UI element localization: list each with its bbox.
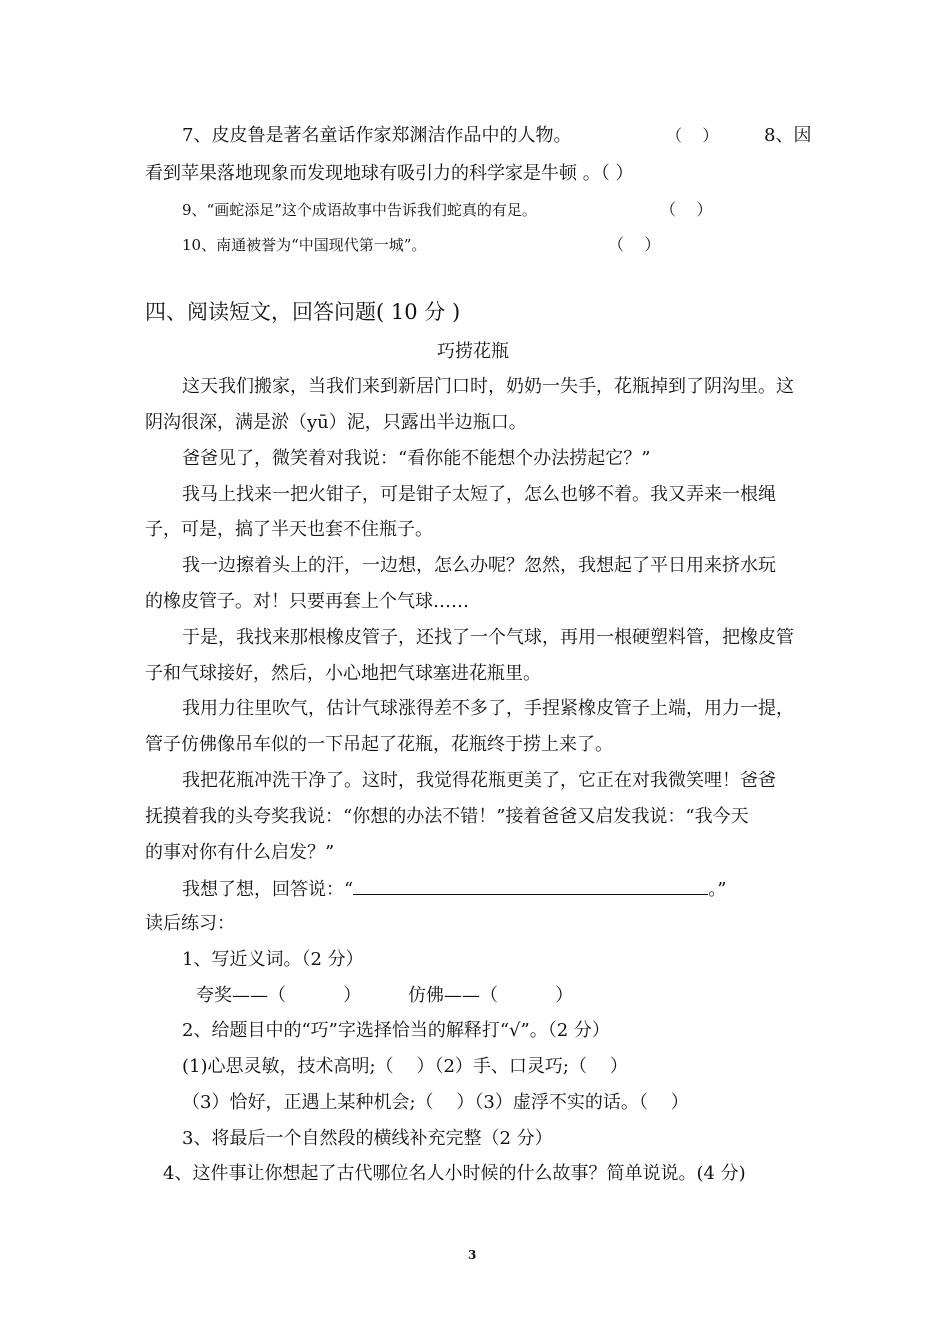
question-9: 9、“画蛇添足”这个成语故事中告诉我们蛇真的有足。	[182, 201, 537, 219]
exercise-2: 2、给题目中的“巧”字选择恰当的解释打“√”。（2 分）	[182, 1020, 610, 1041]
exercise-3: 3、将最后一个自然段的横线补充完整（2 分）	[182, 1128, 553, 1149]
answer-suffix: 。”	[708, 879, 727, 900]
paragraph-line: 我把花瓶冲洗干净了。这时，我觉得花瓶更美了，它正在对我微笑哩！爸爸	[182, 770, 776, 791]
answer-paren-9[interactable]: （ ）	[660, 200, 713, 219]
answer-prefix: 我想了想，回答说：“	[182, 879, 354, 900]
exercise-1: 1、写近义词。（2 分）	[182, 949, 364, 970]
section-heading: 四、阅读短文，回答问题( 10 分 )	[145, 300, 461, 324]
answer-paren-10[interactable]: （ ）	[608, 235, 661, 254]
paragraph-line: 于是，我找来那根橡皮管子，还找了一个气球，再用一根硬塑料管，把橡皮管	[182, 627, 794, 648]
story-title: 巧捞花瓶	[437, 341, 509, 362]
question-8-cont: 看到苹果落地现象而发现地球有吸引力的科学家是牛顿 。（ ）	[145, 163, 634, 184]
paragraph-line: 子，可是，搞了半天也套不住瓶子。	[145, 519, 433, 540]
paragraph-line: 爸爸见了，微笑着对我说：“看你能不能想个办法捞起它？”	[182, 448, 651, 469]
exercise-2-options-row1[interactable]: (1)心思灵敏，技术高明;（ ）（2）手、口灵巧;（ ）	[182, 1056, 628, 1077]
question-8-start: 8、因	[764, 125, 812, 146]
paragraph-line: 阴沟很深，满是淤（yū）泥，只露出半边瓶口。	[145, 412, 527, 433]
paragraph-line: 这天我们搬家，当我们来到新居门口时，奶奶一失手，花瓶掉到了阴沟里。这	[182, 376, 794, 397]
answer-blank[interactable]	[353, 876, 708, 895]
paragraph-line: 子和气球接好，然后，小心地把气球塞进花瓶里。	[145, 663, 541, 684]
paragraph-line: 我用力往里吹气，估计气球涨得差不多了，手捏紧橡皮管子上端，用力一提，	[182, 698, 794, 719]
exercise-4: 4、这件事让你想起了古代哪位名人小时候的什么故事？简单说说。(4 分)	[163, 1163, 746, 1184]
paragraph-line: 的橡皮管子。对！只要再套上个气球……	[145, 591, 469, 612]
synonym-fangfu[interactable]: 仿佛——（ ）	[408, 985, 574, 1006]
paragraph-line: 的事对你有什么启发？”	[145, 842, 335, 863]
answer-paren-7[interactable]: （ ）	[666, 126, 719, 145]
paragraph-line: 管子仿佛像吊车似的一下吊起了花瓶，花瓶终于捞上来了。	[145, 734, 613, 755]
answer-line	[182, 876, 726, 902]
exercise-2-options-row2[interactable]: （3）恰好，正遇上某种机会;（ ）（3）虚浮不实的话。（ ）	[182, 1092, 689, 1113]
question-10: 10、南通被誉为“中国现代第一城”。	[182, 236, 427, 254]
practice-label: 读后练习：	[145, 913, 235, 934]
paragraph-line: 我马上找来一把火钳子，可是钳子太短了，怎么也够不着。我又弄来一根绳	[182, 484, 776, 505]
synonym-kuajiang[interactable]: 夸奖——（ ）	[196, 985, 362, 1006]
paragraph-line: 我一边擦着头上的汗，一边想，怎么办呢？忽然，我想起了平日用来挤水玩	[182, 555, 776, 576]
page-number: 3	[468, 1248, 477, 1262]
question-7: 7、皮皮鲁是著名童话作家郑渊洁作品中的人物。	[182, 125, 572, 146]
paragraph-line: 抚摸着我的头夸奖我说：“你想的办法不错！”接着爸爸又启发我说：“我今天	[145, 806, 749, 827]
